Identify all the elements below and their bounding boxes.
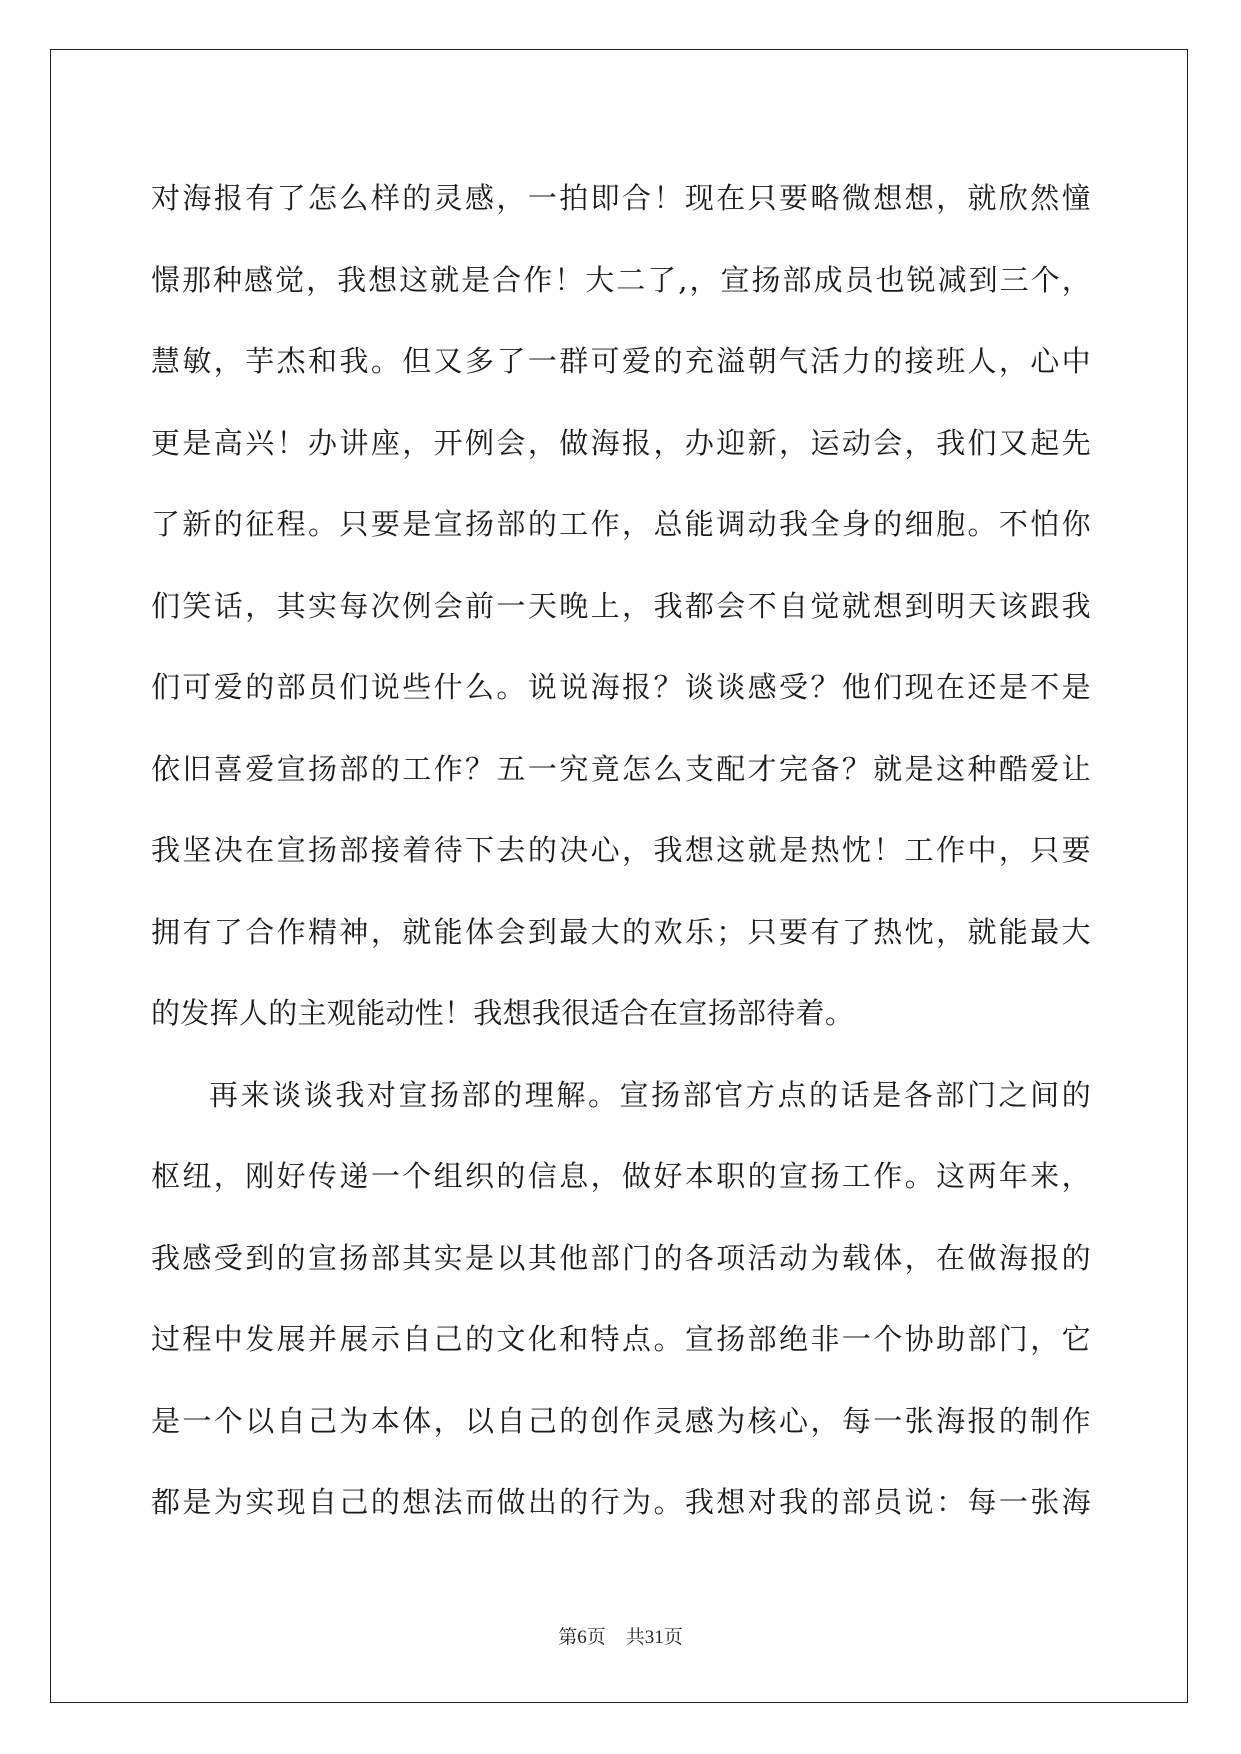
- text-line: 们可爱的部员们说些什么。说说海报？谈谈感受？他们现在还是不是: [151, 670, 1091, 704]
- text-line: 是一个以自己为本体，以自己的创作灵感为核心，每一张海报的制作: [151, 1403, 1091, 1438]
- text-line: 慧敏，芋杰和我。但又多了一群可爱的充溢朝气活力的接班人，心中: [151, 344, 1091, 378]
- text-line: 更是高兴！办讲座，开例会，做海报，办迎新，运动会，我们又起先: [151, 425, 1091, 460]
- text-line: 了新的征程。只要是宣扬部的工作，总能调动我全身的细胞。不怕你: [151, 507, 1091, 541]
- text-line: 对海报有了怎么样的灵感，一拍即合！现在只要略微想想，就欣然憧: [151, 181, 1091, 215]
- text-line: 依旧喜爱宣扬部的工作？五一究竟怎么支配才完备？就是这种酷爱让: [151, 751, 1091, 786]
- page-number: 第6页: [558, 1627, 606, 1648]
- text-line: 的发挥人的主观能动性！我想我很适合在宣扬部待着。: [151, 996, 855, 1030]
- text-line: 我感受到的宣扬部其实是以其他部门的各项活动为载体，在做海报的: [151, 1240, 1091, 1275]
- text-line: 我坚决在宣扬部接着待下去的决心，我想这就是热忱！工作中，只要: [151, 833, 1091, 867]
- body-text: [151, 158, 1091, 1544]
- text-line: 过程中发展并展示自己的文化和特点。宣扬部绝非一个协助部门，它: [151, 1322, 1091, 1356]
- text-line: 拥有了合作精神，就能体会到最大的欢乐；只要有了热忱，就能最大: [151, 914, 1091, 949]
- text-line: 们笑话，其实每次例会前一天晚上，我都会不自觉就想到明天该跟我: [151, 588, 1091, 623]
- text-line-indented: 再来谈谈我对宣扬部的理解。宣扬部官方点的话是各部门之间的: [209, 1077, 1091, 1112]
- text-line: 都是为实现自己的想法而做出的行为。我想对我的部员说：每一张海: [151, 1485, 1091, 1519]
- page-total: 共31页: [625, 1627, 683, 1648]
- text-line: 枢纽，刚好传递一个组织的信息，做好本职的宣扬工作。这两年来，: [151, 1159, 1091, 1193]
- text-line: 憬那种感觉，我想这就是合作！大二了,，宣扬部成员也锐减到三个，: [151, 262, 1091, 297]
- page-footer: [0, 1622, 1241, 1649]
